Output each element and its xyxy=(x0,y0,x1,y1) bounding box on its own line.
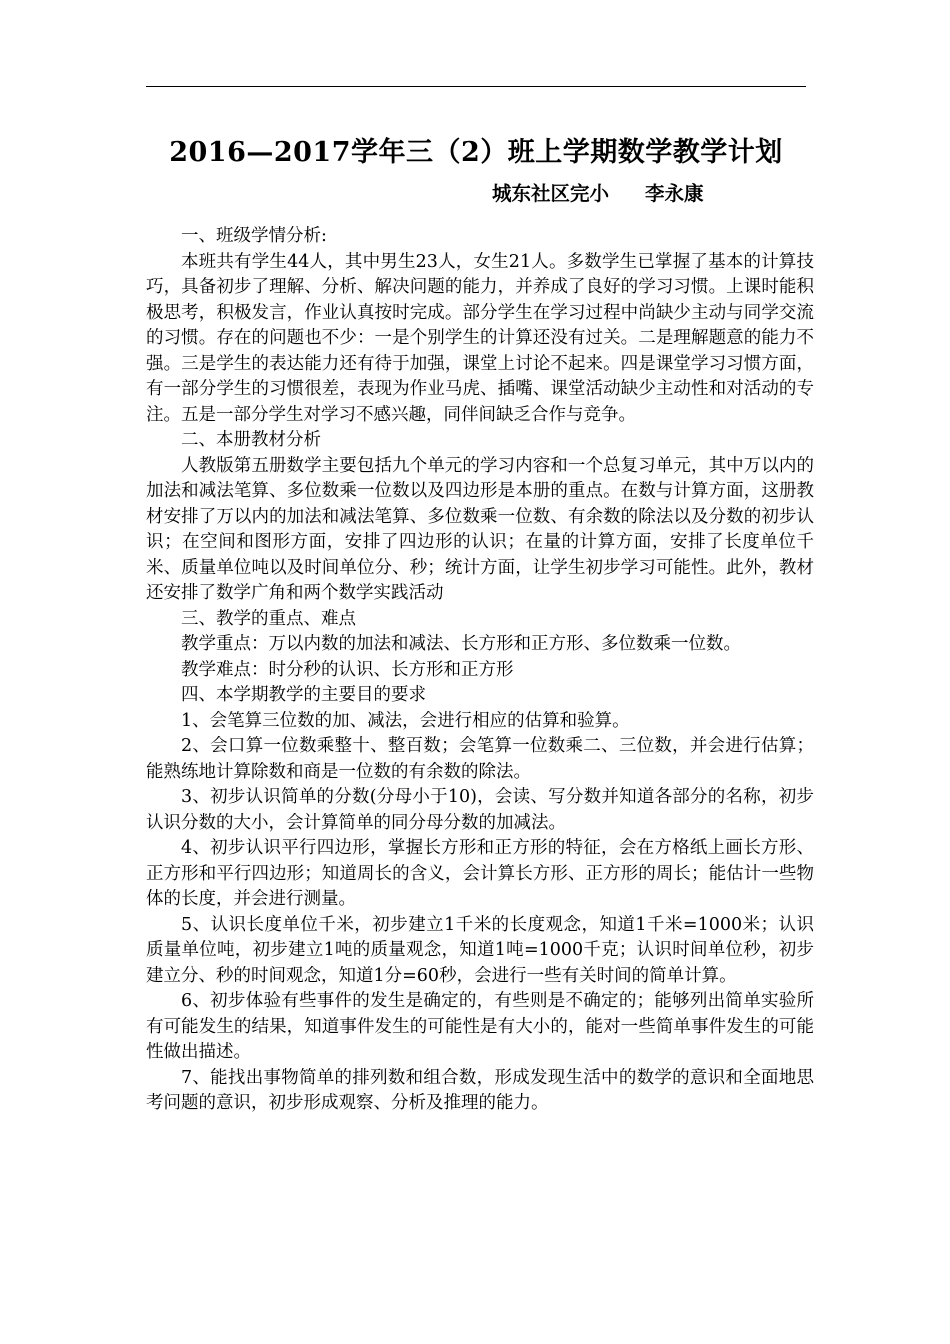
paragraph-key-points: 教学重点：万以内数的加法和减法、长方形和正方形、多位数乘一位数。 xyxy=(181,634,741,654)
section-heading-key-points: 三、教学的重点、难点 xyxy=(181,608,356,629)
goal-item: 6、初步体验有些事件的发生是确定的，有些则是不确定的；能够列出简单实验所有可能发生的结果，知道事件发生的可能性是有大小的，能对一些简单事件发生的可能性做出描述。 xyxy=(146,991,814,1062)
author-line xyxy=(492,178,704,206)
goal-item: 5、认识长度单位千米，初步建立1千米的长度观念，知道1千米=1000米；认识质量单位吨，初步建立1吨的质量观念，知道1吨=1000千克；认识时间单位秒，初步建立分、秒的时间观念，知道1分=60秒，会进行一些有关时间的简单计算。 xyxy=(146,914,814,986)
paragraph-class-analysis: 本班共有学生44人，其中男生23人，女生21人。多数学生已掌握了基本的计算技巧，具备初步了理解、分析、解决问题的能力，并养成了良好的学习习惯。上课时能积极思考，积极发言，作业认真按时完成。部分学生在学习过程中尚缺少主动与同学交流的习惯。存在的问题也不少：一是个别学生的计算还没有过关。二是理解题意的能力不强。三是学生的表达能力还有待于加强，课堂上讨论不起来。四是课堂学习习惯方面，有一部分学生的习惯很差，表现为作业马虎、插嘴、课堂活动缺少主动性和对活动的专注。五是一部分学生对学习不感兴趣，同伴间缺乏合作与竞争。 xyxy=(146,251,814,425)
school-name: 城东社区完小 xyxy=(492,182,610,205)
author-name: 李永康 xyxy=(645,182,704,205)
goal-item: 1、会笔算三位数的加、减法，会进行相应的估算和验算。 xyxy=(181,710,630,731)
goal-item: 3、初步认识简单的分数(分母小于10)，会读、写分数并知道各部分的名称，初步认识分数的大小，会计算简单的同分母分数的加减法。 xyxy=(146,787,814,833)
document-body xyxy=(146,224,814,1117)
goal-item: 7、能找出事物简单的排列数和组合数，形成发现生活中的数学的意识和全面地思考问题的意识，初步形成观察、分析及推理的能力。 xyxy=(146,1067,814,1113)
paragraph-textbook-analysis: 人教版第五册数学主要包括九个单元的学习内容和一个总复习单元，其中万以内的加法和减法笔算、多位数乘一位数以及四边形是本册的重点。在数与计算方面，这册教材安排了万以内的加法和减法笔算、多位数乘一位数、有余数的除法以及分数的初步认识；在空间和图形方面，安排了四边形的认识；在量的计算方面，安排了长度单位千米、质量单位吨以及时间单位分、秒；统计方面，让学生初步学习可能性。此外，教材还安排了数学广角和两个数学实践活动 xyxy=(146,455,814,603)
paragraph-difficult-points: 教学难点：时分秒的认识、长方形和正方形 xyxy=(181,659,514,680)
section-heading-goals: 四、本学期教学的主要目的要求 xyxy=(181,685,426,705)
goal-item: 4、初步认识平行四边形，掌握长方形和正方形的特征，会在方格纸上画长方形、正方形和平行四边形；知道周长的含义，会计算长方形、正方形的周长；能估计一些物体的长度，并会进行测量。 xyxy=(146,838,814,909)
section-heading-class-analysis: 一、班级学情分析: xyxy=(181,226,327,246)
document-title: 2016—2017学年三（2）班上学期数学教学计划 xyxy=(169,137,783,168)
header-rule xyxy=(146,86,806,87)
goal-item: 2、会口算一位数乘整十、整百数；会笔算一位数乘二、三位数，并会进行估算；能熟练地计算除数和商是一位数的有余数的除法。 xyxy=(146,736,814,782)
section-heading-textbook-analysis: 二、本册教材分析 xyxy=(181,430,321,450)
